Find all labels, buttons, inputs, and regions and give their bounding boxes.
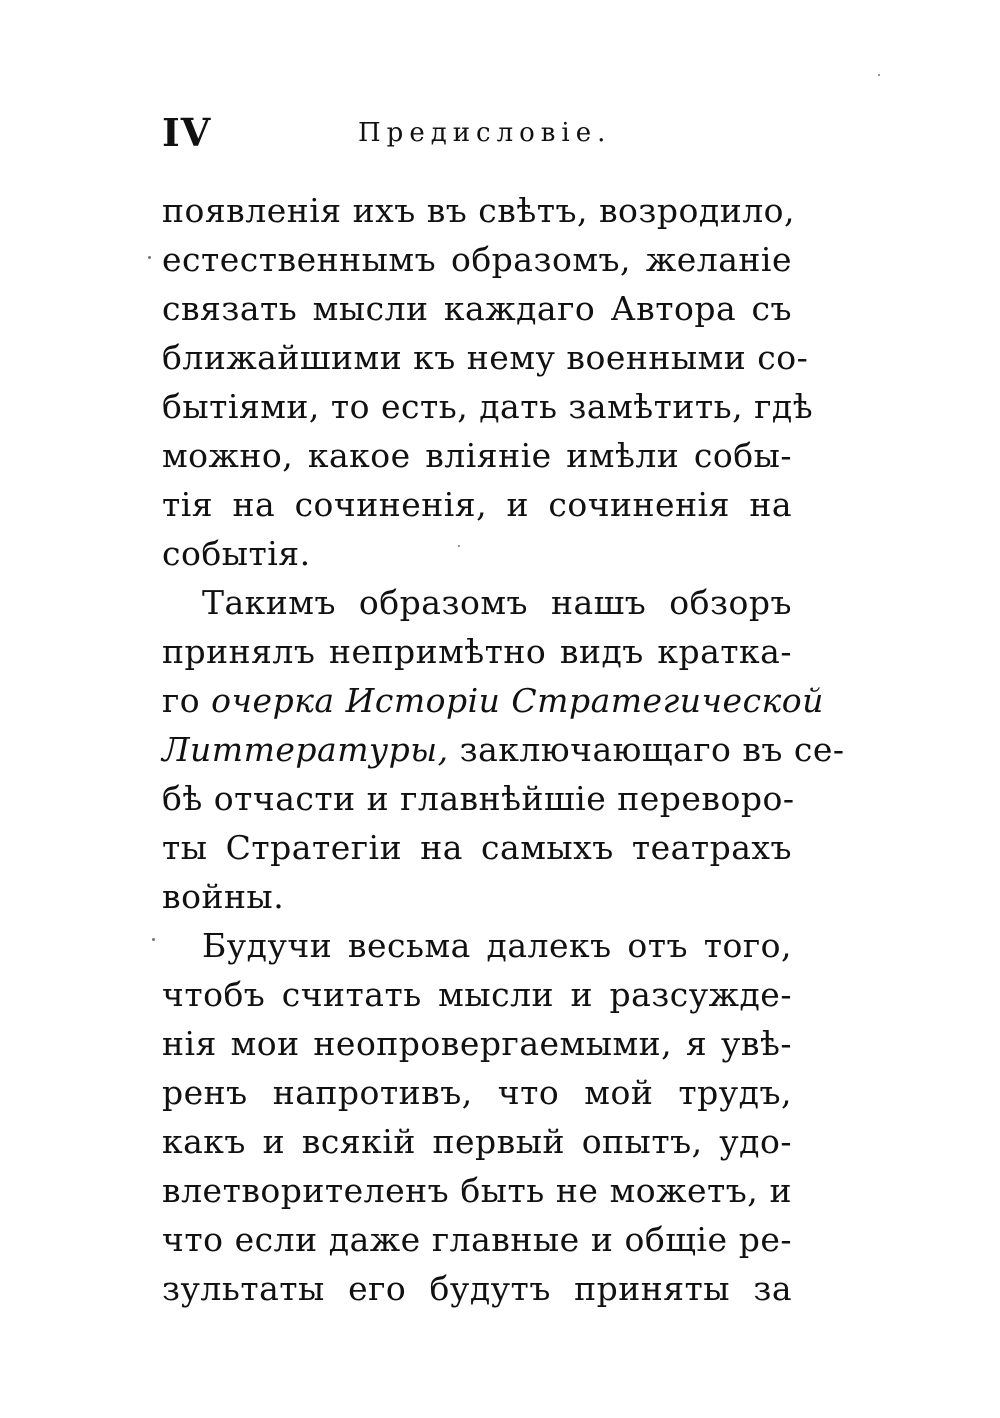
running-title: Предисловіе.	[358, 118, 612, 148]
text-line: появленія ихъ въ свѣтъ, возродило,	[162, 191, 796, 230]
text-line-mixed	[162, 676, 824, 725]
text-line: тія на сочиненія, и сочиненія на	[162, 485, 792, 524]
paragraph-3	[162, 921, 792, 1313]
text-line: событія.	[162, 534, 311, 573]
text-line: ренъ напротивъ, что мой трудъ,	[162, 1073, 792, 1112]
scan-speck	[152, 938, 155, 941]
text-line: нія мои неопровергаемыми, я увѣ-	[162, 1024, 792, 1063]
scan-speck	[148, 256, 151, 259]
text-line: ты Стратегіи на самыхъ театрахъ	[162, 828, 792, 867]
scan-speck	[878, 74, 880, 76]
text-line: можно, какое вліяніе имѣли собы-	[162, 436, 792, 475]
text-segment: го	[162, 681, 212, 720]
italic-title-segment: очерка Исторіи Стратегической	[211, 681, 824, 720]
text-line: войны.	[162, 877, 285, 916]
text-line: естественнымъ образомъ, желаніе	[162, 240, 792, 279]
italic-title-segment: Литтературы,	[162, 730, 449, 769]
paragraph-2	[162, 578, 845, 921]
paragraph-1	[162, 186, 814, 578]
text-line: Такимъ образомъ нашъ обзоръ	[202, 583, 792, 622]
body-text	[162, 186, 845, 1313]
text-line: чтобъ считать мысли и разсужде-	[162, 975, 792, 1014]
page-header	[162, 110, 792, 160]
text-line: связать мысли каждаго Автора съ	[162, 289, 792, 328]
text-line: принялъ непримѣтно видъ кратка-	[162, 632, 792, 671]
page-number: IV	[162, 110, 212, 155]
text-line: влетворителенъ быть не можетъ, и	[162, 1171, 792, 1210]
text-line: что если даже главные и общіе ре-	[162, 1220, 792, 1259]
text-line: бытіями, то есть, дать замѣтить, гдѣ	[162, 387, 814, 426]
text-line: ближайшими къ нему военными со-	[162, 338, 809, 377]
text-line-mixed	[162, 725, 845, 774]
text-line: какъ и всякій первый опытъ, удо-	[162, 1122, 792, 1161]
text-line: зультаты его будутъ приняты за	[162, 1269, 792, 1308]
scan-speck	[458, 545, 460, 547]
text-segment: заключающаго въ се-	[448, 730, 845, 769]
text-line: бѣ отчасти и главнѣйшіе переворо-	[162, 779, 795, 818]
text-line: Будучи весьма далекъ отъ того,	[202, 926, 792, 965]
